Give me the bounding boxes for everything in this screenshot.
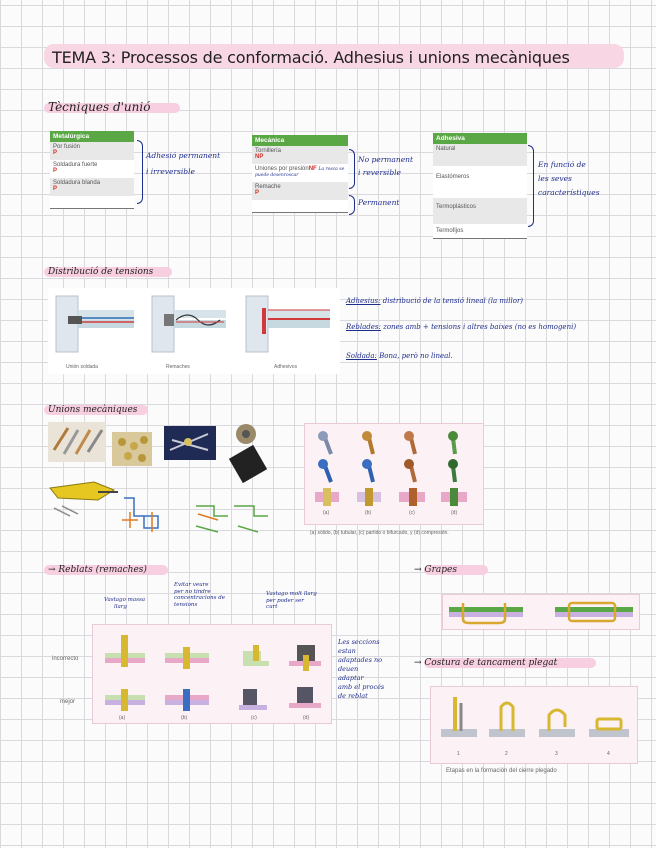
rivet-incorrect-c	[243, 645, 269, 666]
rivet-types-figure	[304, 423, 484, 525]
rivet-better-c	[239, 689, 267, 710]
pipe-fitting-photo	[229, 424, 267, 483]
fastener-photos	[48, 420, 298, 538]
table-row: Soldadura blanda P	[50, 178, 134, 196]
tubular-rivet	[357, 431, 381, 506]
note-evitar: Evitar veure per no tindre concentracions de tensions	[174, 582, 225, 608]
rivet-incorrect-a	[105, 635, 145, 667]
folded-seam-caption: Etapas en la formación del cierre plegado	[446, 768, 557, 774]
table-row: Uniones por presiónNF La rosca se puede desenroscar	[255, 166, 345, 178]
note-adhesius: Adhesius: distribució de la tensió lineal (la millor)	[346, 297, 524, 305]
rivet-better-d	[289, 687, 321, 708]
col-label-d: (d)	[303, 715, 310, 721]
section-unions: Unions mecàniques	[48, 402, 137, 415]
section-costura: → Costura de tancament plegat	[414, 655, 557, 668]
rivet-gun-photo	[50, 482, 118, 516]
brace	[528, 145, 534, 227]
split-rivet	[399, 431, 425, 506]
note-vastago: Vastago massa llarg	[104, 597, 146, 610]
page-title: TEMA 3: Processos de conformació. Adhesius i unions mecàniques	[52, 48, 570, 67]
brace	[349, 195, 355, 215]
rivet-incorrect-b	[165, 647, 209, 669]
note-adhesiva: En funció de les seves característiques	[538, 160, 600, 197]
note-mecanica-p: Permanent	[358, 198, 400, 207]
seam-step-2	[489, 703, 525, 737]
note-metalurgica: Adhesió permanent i irreversible	[146, 151, 221, 176]
row-label-incorrecto: incorrecto	[52, 656, 79, 662]
table-mecanica	[252, 135, 348, 213]
rivet-design-figure	[92, 624, 332, 724]
step-label-1: 1	[457, 751, 460, 757]
title-banner	[44, 44, 624, 68]
table-row: Tornillería NP	[252, 146, 348, 164]
step-label-4: 4	[607, 751, 610, 757]
rivet-better-a	[105, 689, 145, 711]
table-metalurgica	[50, 131, 134, 209]
col-label-a: (a)	[119, 715, 126, 721]
rivet-incorrect-d	[289, 645, 321, 671]
seam-step-1	[441, 697, 477, 737]
adhesive-joint-diagram	[246, 296, 330, 352]
section-tecniques: Tècniques d'unió	[48, 100, 150, 114]
table-header: Adhesiva	[433, 133, 527, 144]
joint-sketches	[122, 498, 268, 532]
section-distribucio: Distribució de tensions	[48, 264, 153, 277]
note-reblades: Reblades: zones amb + tensions i altres baixes (no es homogeni)	[346, 323, 577, 331]
rivet-label-c: (c)	[409, 510, 415, 516]
table-row: Por fusión P	[50, 142, 134, 160]
staples-figure	[442, 594, 640, 630]
table-header: Mecánica	[252, 135, 348, 146]
solid-rivet	[315, 431, 339, 506]
rivet-label-d: (d)	[451, 510, 458, 516]
section-grapes: → Grapes	[414, 562, 457, 575]
seam-step-4	[589, 719, 629, 737]
table-row: Natural	[433, 144, 527, 166]
col-label-c: (c)	[251, 715, 257, 721]
folded-seam-figure	[430, 686, 638, 764]
rivets-pile-photo	[112, 432, 152, 466]
note-mecanica-np: No permanent i reversible	[358, 155, 413, 177]
table-row: Remache P	[252, 182, 348, 200]
bolts-photo	[164, 426, 216, 460]
rivet-better-b	[165, 689, 209, 711]
table-row: Termofijos	[436, 228, 464, 234]
table-row: Termoplásticos	[433, 198, 527, 224]
seam-step-3	[539, 710, 575, 737]
riveted-joint-diagram	[152, 296, 226, 352]
table-header: Metalúrgica	[50, 131, 134, 142]
brace	[349, 149, 355, 189]
note-soldada: Soldada: Bona, però no lineal.	[346, 352, 453, 360]
compression-rivet	[441, 431, 467, 506]
section-reblats: → Reblats (remaches)	[48, 562, 147, 575]
rivet-label-a: (a)	[323, 510, 330, 516]
caption-rivets: Remaches	[166, 364, 190, 370]
welded-joint-diagram	[56, 296, 134, 352]
staple-joint-1	[449, 603, 523, 623]
caption-weld: Unión soldada	[66, 364, 98, 370]
table-adhesiva	[433, 133, 527, 239]
screws-photo	[48, 422, 106, 462]
note-vastago-curt: Vastago molt llarg per poder ser curt	[266, 591, 317, 610]
step-label-3: 3	[555, 751, 558, 757]
step-label-2: 2	[505, 751, 508, 757]
note-seccions: Les seccions estan adaptades no deuen adaptar amb el procés de reblat	[338, 638, 385, 700]
table-row: Soldadura fuerte P	[53, 162, 98, 174]
brace	[137, 140, 143, 204]
caption-adhesive: Adhesivos	[274, 364, 298, 370]
stress-distribution-figure	[48, 288, 340, 374]
row-label-mejor: mejor	[60, 699, 76, 705]
rivet-label-b: (b)	[365, 510, 372, 516]
col-label-b: (b)	[181, 715, 188, 721]
table-row: Elastómeros	[436, 174, 470, 180]
rivet-types-caption: (a) sólido, (b) tubular, (c) partido o bifurcado, y (d) compresión.	[310, 530, 449, 536]
staple-joint-2	[555, 603, 633, 621]
